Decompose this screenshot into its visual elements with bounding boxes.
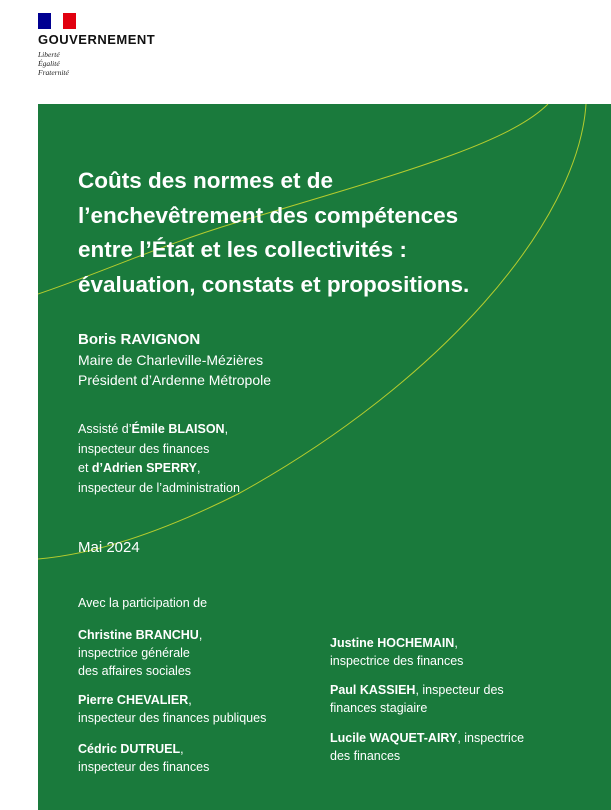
participant: Pierre CHEVALIER, inspecteur des finances publiques bbox=[78, 693, 267, 725]
participant: Cédric DUTRUEL, inspecteur des finances bbox=[78, 742, 210, 774]
report-title: Coûts des normes et de l’enchevêtrement des compétences entre l’État et les collectivités : évaluation, constats et propositions. bbox=[78, 168, 470, 297]
french-flag-icon bbox=[38, 13, 76, 29]
assistant-name: Émile BLAISON bbox=[131, 422, 225, 436]
participation-label: Avec la participation de bbox=[78, 596, 208, 610]
assistant-name: d’Adrien SPERRY bbox=[91, 461, 198, 475]
government-label: GOUVERNEMENT bbox=[38, 32, 156, 47]
motto: Liberté Égalité Fraternité bbox=[38, 50, 69, 77]
author-role: Maire de Charleville-Mézières bbox=[78, 352, 264, 368]
cover-panel bbox=[38, 104, 611, 810]
participant: Paul KASSIEH, inspecteur des finances stagiaire bbox=[330, 683, 504, 715]
government-logo bbox=[38, 13, 155, 77]
report-date: Mai 2024 bbox=[78, 539, 140, 556]
participant: Lucile WAQUET-AIRY, inspectrice des finances bbox=[330, 731, 525, 763]
author-name: Boris RAVIGNON bbox=[78, 331, 201, 348]
author-block bbox=[78, 330, 271, 390]
participant: Christine BRANCHU, inspectrice générale des affaires sociales bbox=[78, 628, 203, 678]
participant: Justine HOCHEMAIN, inspectrice des finances bbox=[330, 636, 464, 668]
author-role: Président d’Ardenne Métropole bbox=[78, 372, 272, 388]
assistants-block: Assisté d’Émile BLAISON, inspecteur des finances et d’Adrien SPERRY, inspecteur de l’administration bbox=[78, 422, 240, 495]
